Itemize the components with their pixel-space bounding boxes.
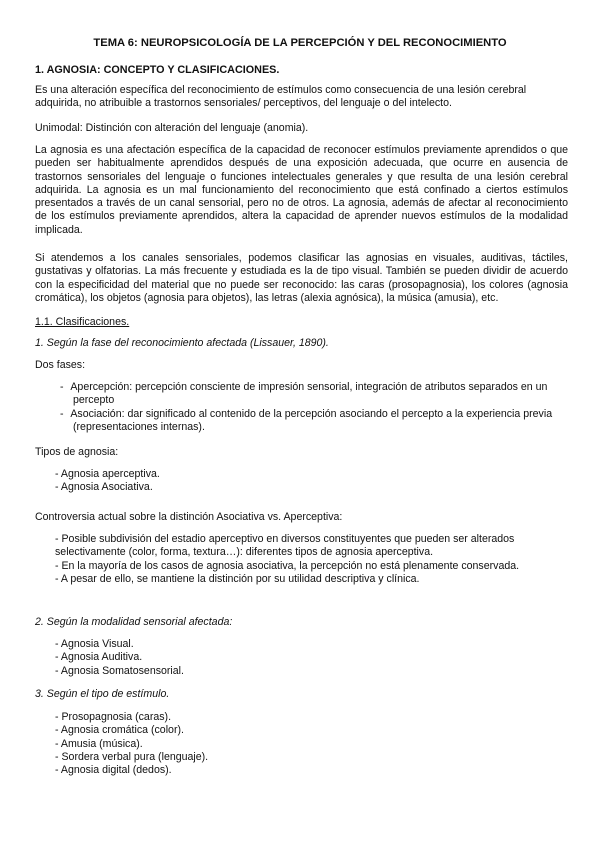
classification-1-heading: 1. Según la fase del reconocimiento afectada (Lissauer, 1890). [35, 337, 329, 349]
list-item: - En la mayoría de los casos de agnosia asociativa, la percepción no está plenamente conservada. [55, 559, 520, 572]
list-item: - A pesar de ello, se mantiene la distinción por su utilidad descriptiva y clínica. [55, 572, 420, 585]
section-heading: 1. AGNOSIA: CONCEPTO Y CLASIFICACIONES. [35, 64, 280, 76]
list-item: - Agnosia aperceptiva. [55, 468, 160, 480]
fases-list [35, 381, 568, 434]
paragraph-agnosia-description: La agnosia es una afectación específica de la capacidad de reconocer estímulos previamente aprendidos o que pueden ser habitualmente aprendidos después de una exposición adecuada, que ocurre en ausencia de trastornos sensoriales del lenguaje o funciones intelectuales generales y que resulta de una lesión cerebral adquirida. La agnosia es un mal funcionamiento del reconocimiento que está confinado a ciertos estímulos presentados a través de un canal sensorial, pero no de otros. La agnosia, además de afectar al reconocimiento de los estímulos previamente aprendidos, altera la capacidad de aprender nuevos estímulos de la modalidad implicada. [35, 144, 568, 236]
list-item: - Agnosia Asociativa. [55, 481, 153, 494]
tipos-list [35, 468, 568, 495]
list-item: - Prosopagnosia (caras). [55, 711, 172, 723]
subsection-heading: 1.1. Clasificaciones. [35, 316, 130, 328]
classification-2-heading: 2. Según la modalidad sensorial afectada: [35, 616, 233, 628]
page-title: TEMA 6: NEUROPSICOLOGÍA DE LA PERCEPCIÓN Y DEL RECONOCIMIENTO [93, 37, 507, 49]
dos-fases-label: Dos fases: [35, 359, 86, 371]
paragraph-unimodal: Unimodal: Distinción con alteración del lenguaje (anomia). [35, 122, 309, 134]
list-item: - Amusia (música). [55, 737, 143, 750]
list-item: - Agnosia Auditiva. [55, 651, 143, 664]
list-item: - Agnosia Somatosensorial. [55, 664, 184, 677]
list-item: - Apercepción: percepción consciente de impresión sensorial, integración de atributos separados en un percepto [60, 381, 548, 407]
classification-3-heading: 3. Según el tipo de estímulo. [35, 688, 170, 700]
list-item: - Agnosia cromática (color). [55, 724, 184, 737]
list-item: - Asociación: dar significado al contenido de la percepción asociando el percepto a la experiencia previa (representaciones internas). [60, 407, 553, 433]
list-item: - Agnosia digital (dedos). [55, 764, 172, 777]
tipos-label: Tipos de agnosia: [35, 446, 119, 458]
modalidades-list [35, 638, 568, 678]
list-item: - Posible subdivisión del estadio aperceptivo en diversos constituyentes que pueden ser alterados selectivamente (color, forma, textura…): diferentes tipos de agnosia aperceptiva. [55, 533, 515, 559]
list-item: - Sordera verbal pura (lenguaje). [55, 750, 209, 763]
paragraph-sensory-channels: Si atendemos a los canales sensoriales, podemos clasificar las agnosias en visuales, auditivas, táctiles, gustativas y olfatorias. La más frecuente y estudiada es la de tipo visual. También se pueden dividir de acuerdo con la especificidad del material que no puede ser reconocido: las caras (prosopagnosia), los colores (agnosia cromática), los objetos (agnosia para objetos), las letras (alexia agnósica), la música (amusia), etc. [35, 252, 568, 304]
paragraph-definition: Es una alteración específica del reconocimiento de estímulos como consecuencia de una lesión cerebral adquirida, no atribuible a trastornos sensoriales/ perceptivos, del lenguaje o del intelecto. [35, 84, 527, 110]
list-item: - Agnosia Visual. [55, 638, 134, 650]
controversia-label: Controversia actual sobre la distinción Asociativa vs. Aperceptiva: [35, 511, 343, 523]
controversia-list [35, 533, 568, 586]
estimulos-list [35, 711, 568, 777]
